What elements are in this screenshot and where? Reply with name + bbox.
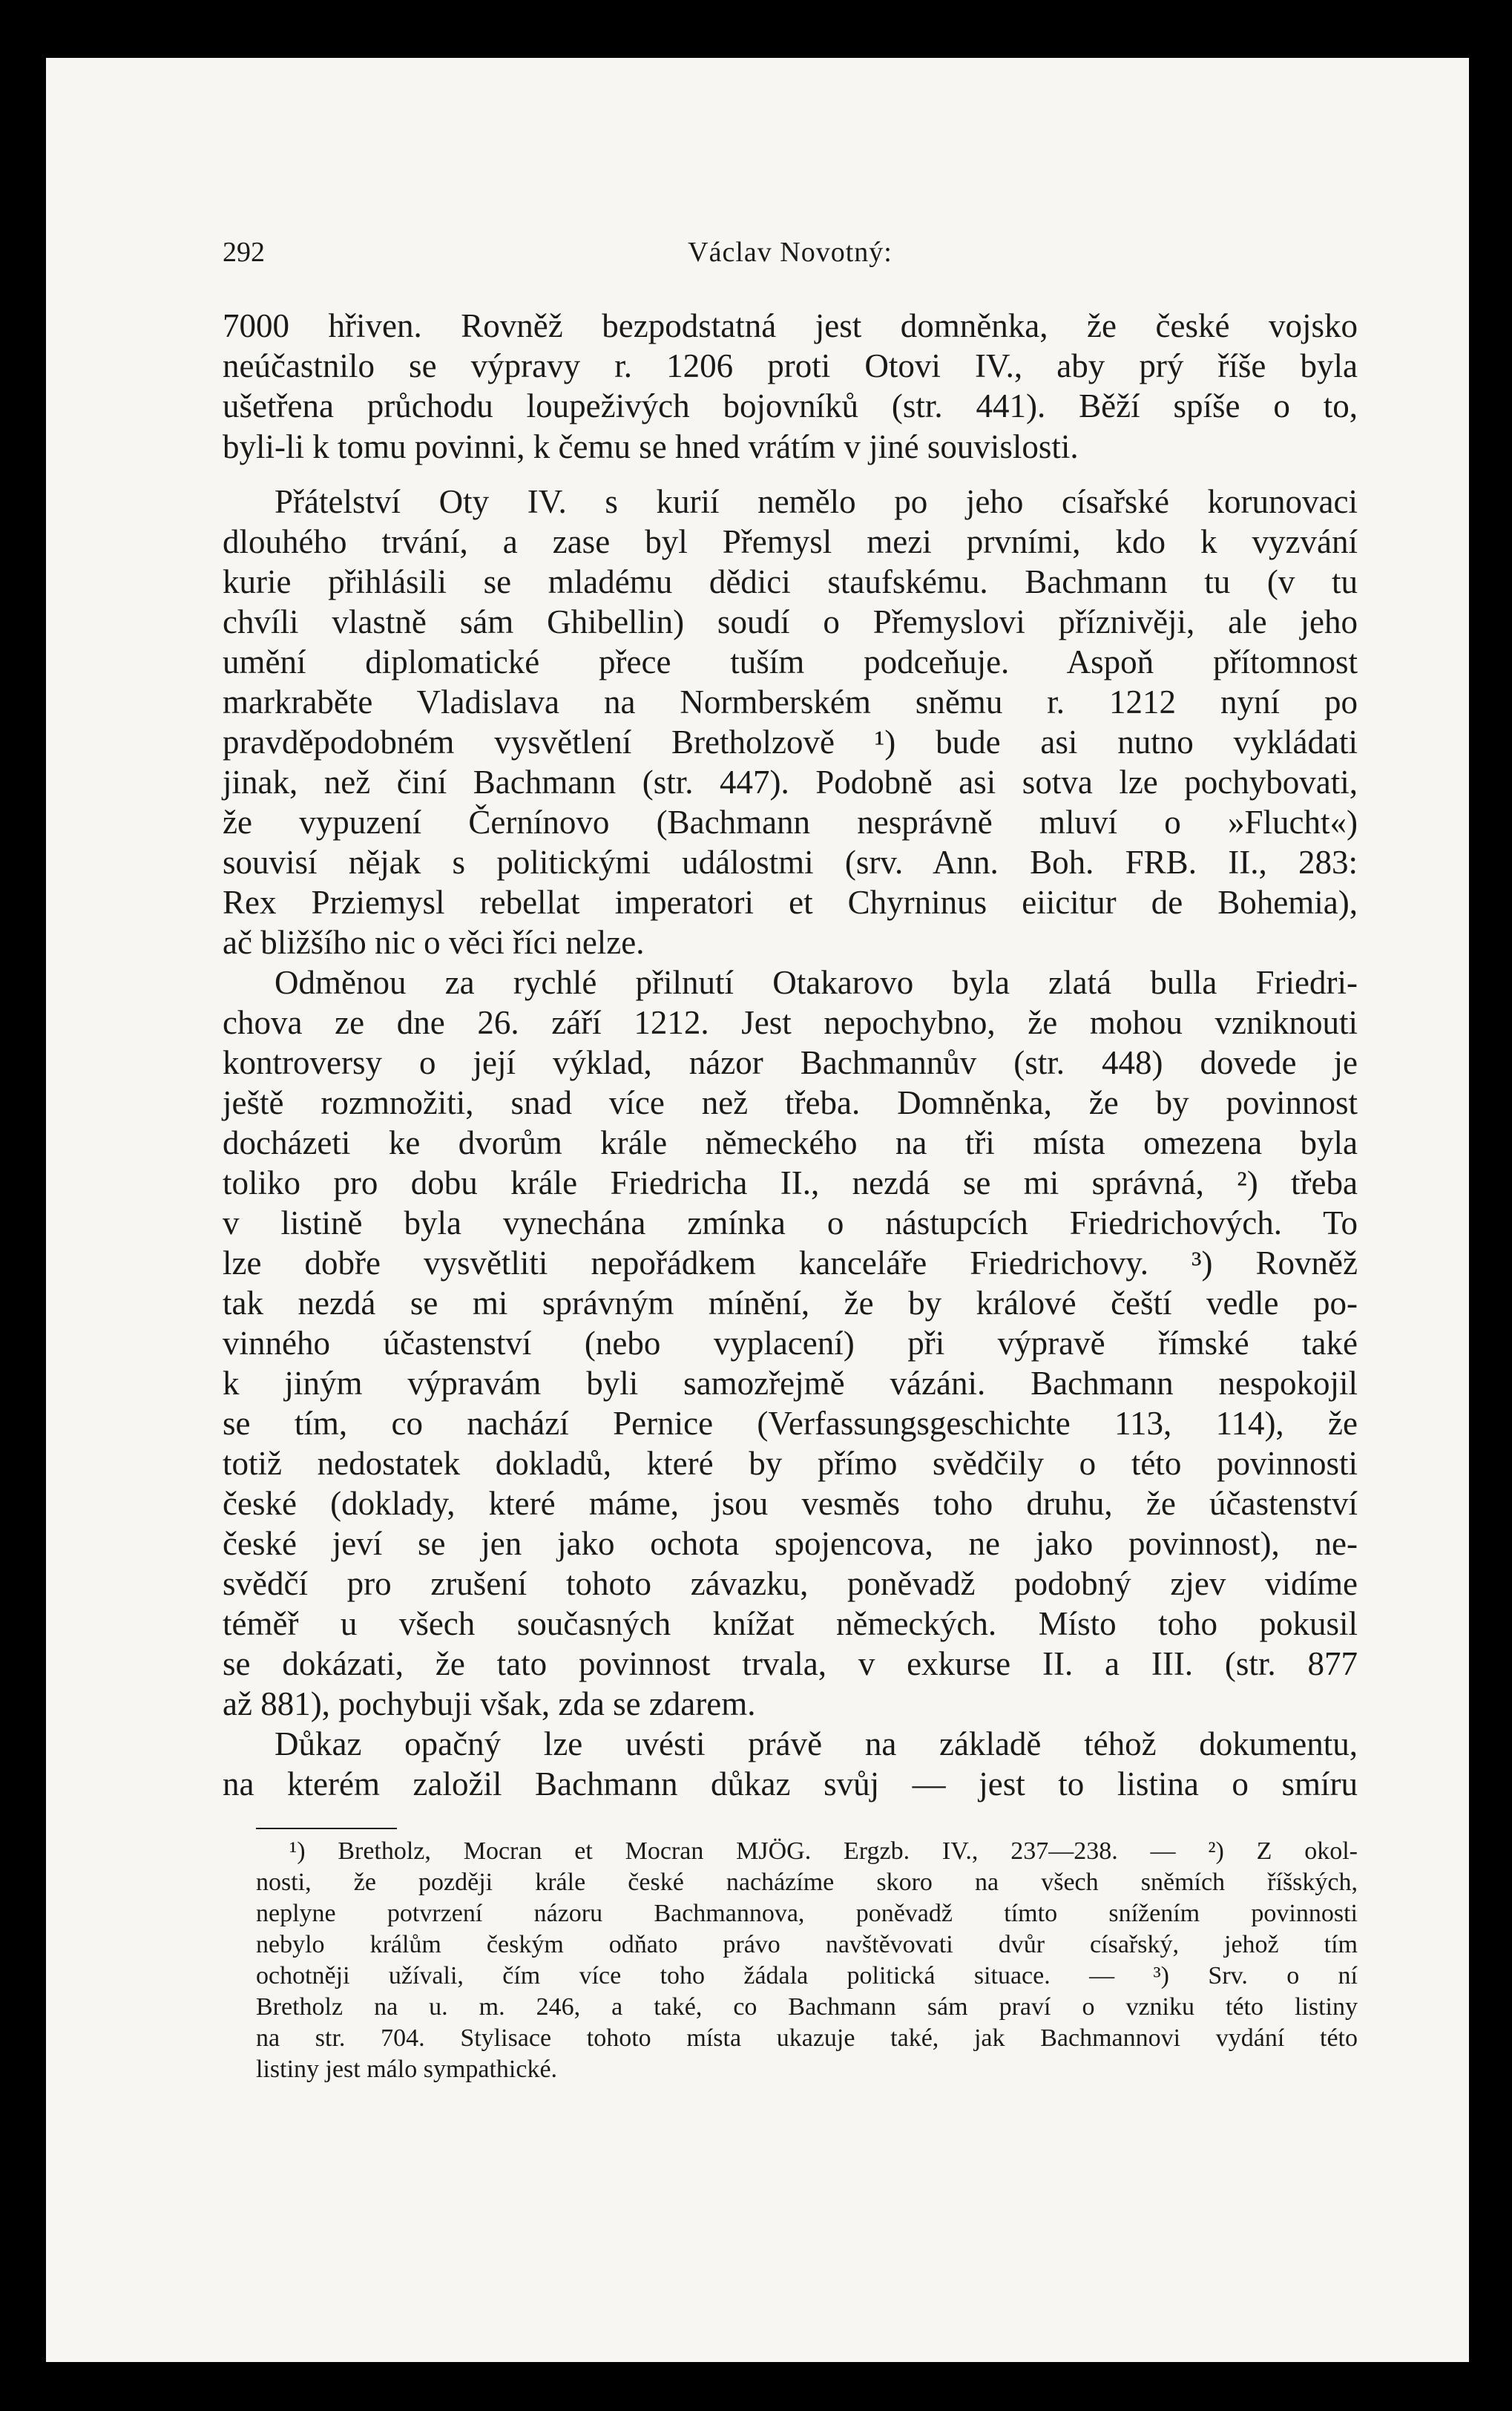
body-line: že vypuzení Černínovo (Bachmann nesprávně mluví o »Flucht«) xyxy=(223,804,1358,841)
running-head: Václav Novotný: xyxy=(688,237,893,268)
body-line: docházeti ke dvorům krále německého na tři místa omezena byla xyxy=(223,1124,1358,1161)
body-line: Odměnou za rychlé přilnutí Otakarovo byla zlatá bulla Friedri- xyxy=(275,964,1358,1001)
body-line: lze dobře vysvětliti nepořádkem kanceláře Friedrichovy. ³) Rovněž xyxy=(223,1244,1358,1282)
footnote-line: na str. 704. Stylisace tohoto místa ukazuje také, jak Bachmannovi vydání této xyxy=(256,2024,1358,2052)
body-line: ač bližšího nic o věci říci nelze. xyxy=(223,924,645,961)
body-line: pravděpodobném vysvětlení Bretholzově ¹) bude asi nutno vykládati xyxy=(223,724,1358,761)
body-line: chova ze dne 26. září 1212. Jest nepochybno, že mohou vzniknouti xyxy=(223,1004,1358,1041)
body-line: markraběte Vladislava na Normberském sněmu r. 1212 nyní po xyxy=(223,683,1358,721)
footnote-line: ¹) Bretholz, Mocran et Mocran MJÖG. Ergzb. IV., 237—238. — ²) Z okol- xyxy=(289,1837,1358,1865)
body-line: byli-li k tomu povinni, k čemu se hned vrátím v jiné souvislosti. xyxy=(223,428,1079,465)
body-line: chvíli vlastně sám Ghibellin) soudí o Přemyslovi příznivěji, ale jeho xyxy=(223,603,1358,640)
page-number: 292 xyxy=(223,237,265,268)
body-line: totiž nedostatek dokladů, které by přímo svědčily o této povinnosti xyxy=(223,1445,1358,1482)
body-line: až 881), pochybuji však, zda se zdarem. xyxy=(223,1685,756,1722)
footnote-divider xyxy=(256,1828,397,1829)
body-line: vinného účastenství (nebo vyplacení) při výpravě římské také xyxy=(223,1325,1358,1362)
body-line: k jiným výpravám byli samozřejmě vázáni. Bachmann nespokojil xyxy=(223,1365,1358,1402)
body-line: svědčí pro zrušení tohoto závazku, poněvadž podobný zjev vidíme xyxy=(223,1565,1358,1602)
body-line: Přátelství Oty IV. s kurií nemělo po jeho císařské korunovaci xyxy=(275,483,1358,520)
body-line: české (doklady, které máme, jsou vesměs toho druhu, že účastenství xyxy=(223,1485,1358,1522)
body-line: umění diplomatické přece tuším podceňuje. Aspoň přítomnost xyxy=(223,643,1358,680)
footnote-line: ochotněji užívali, čím více toho žádala politická situace. — ³) Srv. o ní xyxy=(256,1962,1358,1990)
body-line: kontroversy o její výklad, názor Bachmannův (str. 448) dovede je xyxy=(223,1044,1358,1081)
body-line: tak nezdá se mi správným mínění, že by králové čeští vedle po- xyxy=(223,1285,1358,1322)
body-line: ještě rozmnožiti, snad více než třeba. Domněnka, že by povinnost xyxy=(223,1084,1358,1121)
body-line: Rex Prziemysl rebellat imperatori et Chyrninus eiicitur de Bohemia), xyxy=(223,884,1358,921)
body-line: toliko pro dobu krále Friedricha II., nezdá se mi správná, ²) třeba xyxy=(223,1164,1358,1201)
body-line: české jeví se jen jako ochota spojencova, ne jako povinnost), ne- xyxy=(223,1525,1358,1562)
body-line: 7000 hřiven. Rovněž bezpodstatná jest domněnka, že české vojsko xyxy=(223,307,1358,344)
body-line: Důkaz opačný lze uvésti právě na základě téhož dokumentu, xyxy=(275,1725,1358,1762)
body-line: souvisí nějak s politickými událostmi (srv. Ann. Boh. FRB. II., 283: xyxy=(223,844,1358,881)
body-line: neúčastnilo se výpravy r. 1206 proti Otovi IV., aby prý říše byla xyxy=(223,347,1358,384)
body-line: téměř u všech současných knížat německých. Místo toho pokusil xyxy=(223,1605,1358,1642)
body-line: se dokázati, že tato povinnost trvala, v exkurse II. a III. (str. 877 xyxy=(223,1645,1358,1682)
body-line: ušetřena průchodu loupeživých bojovníků (str. 441). Běží spíše o to, xyxy=(223,387,1358,424)
body-line: kurie přihlásili se mladému dědici staufskému. Bachmann tu (v tu xyxy=(223,563,1358,600)
page-header xyxy=(223,230,1358,275)
footnote-line: nebylo králům českým odňato právo navštěvovati dvůr císařský, jehož tím xyxy=(256,1931,1358,1958)
body-line: jinak, než činí Bachmann (str. 447). Podobně asi sotva lze pochybovati, xyxy=(223,764,1358,801)
body-line: v listině byla vynechána zmínka o nástupcích Friedrichových. To xyxy=(223,1204,1358,1241)
footnote-line: nosti, že později krále české nacházíme skoro na všech sněmích říšských, xyxy=(256,1869,1358,1896)
footnote-line: neplyne potvrzení názoru Bachmannova, poněvadž tímto snížením povinnosti xyxy=(256,1900,1358,1927)
footnote-line: Bretholz na u. m. 246, a také, co Bachmann sám praví o vzniku této listiny xyxy=(256,1993,1358,2021)
body-line: dlouhého trvání, a zase byl Přemysl mezi prvními, kdo k vyzvání xyxy=(223,523,1358,560)
body-line: se tím, co nachází Pernice (Verfassungsgeschichte 113, 114), že xyxy=(223,1405,1358,1442)
footnote-line: listiny jest málo sympathické. xyxy=(256,2056,558,2083)
body-line: na kterém založil Bachmann důkaz svůj — jest to listina o smíru xyxy=(223,1765,1358,1802)
